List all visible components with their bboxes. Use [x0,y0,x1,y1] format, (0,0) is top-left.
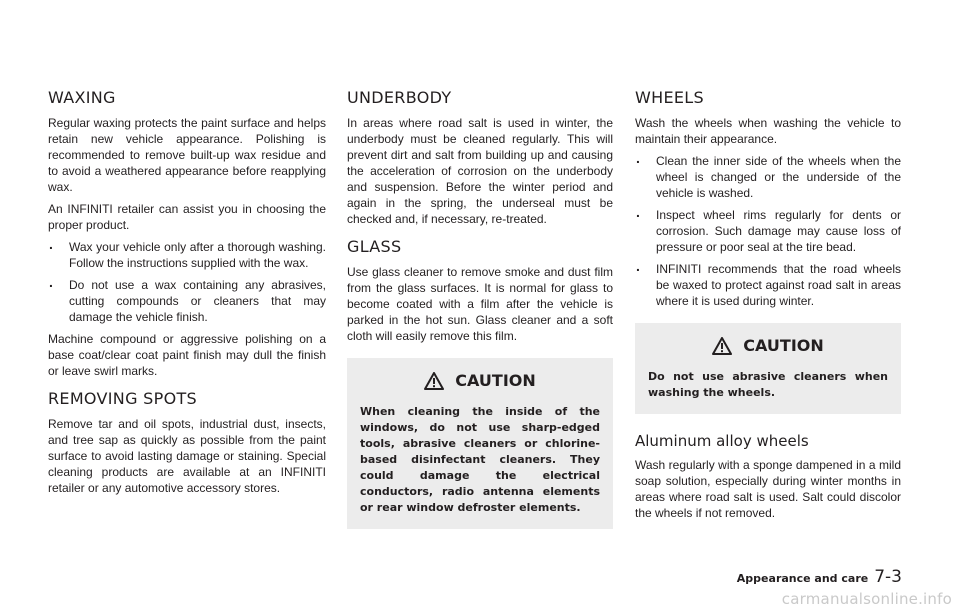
page-footer [737,567,902,587]
heading-underbody: UNDERBODY [347,88,452,107]
list-item: . Wax your vehicle only after a thorough washing. Follow the instructions supplied with the wax. [48,239,326,271]
caution-box-glass [347,358,613,529]
caution-text: Do not use abrasive cleaners when washing the wheels. [648,370,888,399]
list-item: . Clean the inner side of the wheels when the wheel is changed or the underside of the vehicle is washed. [635,153,901,201]
waxing-paragraph-3: Machine compound or aggressive polishing on a base coat/clear coat paint finish may dull the finish or leave swirl marks. [48,332,326,378]
column-right [635,88,901,527]
warning-triangle-icon [424,372,444,390]
warning-triangle-icon [712,337,732,355]
list-item: . Do not use a wax containing any abrasives, cutting compounds or cleaners that may damage the vehicle finish. [48,277,326,325]
caution-text: When cleaning the inside of the windows, do not use sharp-edged tools, abrasive cleaners or chlorine-based disinfectant cleaners. They could damage the electrical conductors, radio antenna elements or rear window defroster elements. [360,405,600,514]
aluminum-paragraph: Wash regularly with a sponge dampened in a mild soap solution, especially during winter months in areas where road salt is used. Salt could discolor the wheels if not removed. [635,458,901,520]
heading-glass: GLASS [347,237,402,256]
wheels-bullet-list [635,153,901,309]
heading-wheels: WHEELS [635,88,704,107]
list-item: . Inspect wheel rims regularly for dents or corrosion. Such damage may cause loss of pressure or poor seal at the tire bead. [635,207,901,255]
waxing-bullet-list [48,239,326,325]
removing-spots-paragraph: Remove tar and oil spots, industrial dust, insects, and tree sap as quickly as possible from the paint surface to avoid lasting damage or staining. Special cleaning products are available at an INFINITI retailer or any automotive accessory stores. [48,417,326,495]
waxing-paragraph-2: An INFINITI retailer can assist you in choosing the proper product. [48,202,326,232]
heading-waxing: WAXING [48,88,116,107]
caution-box-wheels [635,323,901,414]
underbody-paragraph: In areas where road salt is used in winter, the underbody must be cleaned regularly. This will prevent dirt and salt from building up and causing the acceleration of corrosion on the underbody and suspension. Before the winter period and again in the spring, the underseal must be checked and, if necessary, re-treated. [347,116,613,226]
wheels-paragraph: Wash the wheels when washing the vehicle to maintain their appearance. [635,116,901,146]
heading-removing-spots: REMOVING SPOTS [48,389,197,408]
heading-aluminum-alloy-wheels: Aluminum alloy wheels [635,432,809,450]
footer-section-title: Appearance and care [736,572,869,585]
caution-header [648,335,888,357]
list-item: . INFINITI recommends that the road wheels be waxed to protect against road salt in areas where it is used during winter. [635,261,901,309]
column-left [48,88,326,502]
caution-title: CAUTION [455,371,536,390]
caution-title: CAUTION [743,336,824,355]
waxing-paragraph-1: Regular waxing protects the paint surface and helps retain new vehicle appearance. Polishing is recommended to remove built-up wax residue and to avoid a weathered appearance before reapplying wax. [48,116,326,194]
watermark: carmanualsonline.info [781,590,952,608]
page-number: 7-3 [874,567,902,587]
caution-header [360,370,600,392]
column-middle [347,88,613,547]
glass-paragraph: Use glass cleaner to remove smoke and dust film from the glass surfaces. It is normal for glass to become coated with a film after the vehicle is parked in the hot sun. Glass cleaner and a soft cloth will easily remove this film. [347,265,613,343]
